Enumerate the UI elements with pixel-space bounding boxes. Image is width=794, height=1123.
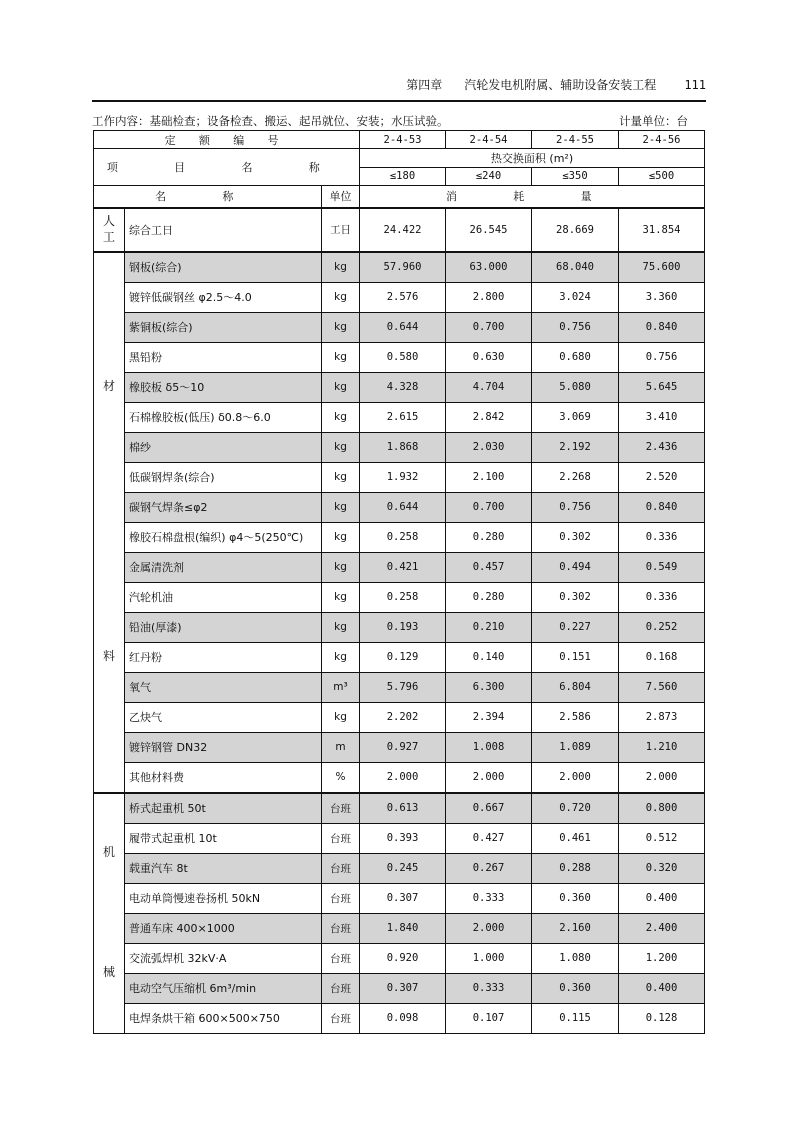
consumption-value: 3.069 [532,402,619,432]
chapter-title [406,76,706,93]
consumption-value: 0.549 [619,552,705,582]
consumption-value: 6.804 [532,672,619,702]
item-name: 履带式起重机 10t [125,823,322,853]
item-name: 乙炔气 [125,702,322,732]
consumption-value: 2.394 [446,702,532,732]
consumption-value: 31.854 [619,208,705,252]
consumption-value: 0.128 [619,1003,705,1033]
consumption-value: 0.258 [360,582,446,612]
size-cell: ≤500 [619,167,705,186]
table-row [94,913,705,943]
item-name: 桥式起重机 50t [125,793,322,824]
table-row [94,793,705,824]
work-content-line [92,113,706,129]
category-char: 械 [102,964,115,979]
table-row [94,552,705,582]
consumption-value: 0.927 [360,732,446,762]
table-row [94,973,705,1003]
size-cell: ≤180 [360,167,446,186]
consumption-value: 75.600 [619,252,705,283]
consumption-value: 57.960 [360,252,446,283]
consumption-value: 0.700 [446,492,532,522]
size-cell: ≤350 [532,167,619,186]
consumption-value: 0.227 [532,612,619,642]
consumption-value: 3.410 [619,402,705,432]
item-name: 汽轮机油 [125,582,322,612]
consumption-value: 0.920 [360,943,446,973]
table-row [94,642,705,672]
quota-code: 2-4-53 [360,131,446,149]
item-name: 黑铅粉 [125,342,322,372]
consumption-value: 1.210 [619,732,705,762]
consumption-value: 0.630 [446,342,532,372]
heat-exchange-area-label: 热交换面积 (m²) [360,149,705,168]
consumption-value: 0.333 [446,883,532,913]
category-char: 料 [102,648,115,663]
consumption-value: 0.302 [532,522,619,552]
consumption-value: 0.336 [619,522,705,552]
item-unit: kg [322,612,360,642]
consumption-value: 2.000 [446,762,532,793]
item-name: 镀锌钢管 DN32 [125,732,322,762]
consumption-value: 2.800 [446,282,532,312]
consumption-value: 4.328 [360,372,446,402]
consumption-value: 0.393 [360,823,446,853]
consumption-value: 0.333 [446,973,532,1003]
item-unit: m [322,732,360,762]
consumption-value: 0.580 [360,342,446,372]
consumption-value: 5.645 [619,372,705,402]
consumption-value: 0.700 [446,312,532,342]
table-row [94,1003,705,1033]
item-name: 电焊条烘干箱 600×500×750 [125,1003,322,1033]
labor-category [94,208,125,252]
work-content: 工作内容：基础检查；设备检查、搬运、起吊就位、安装；水压试验。 [92,114,449,128]
consumption-value: 0.307 [360,973,446,1003]
consumption-value: 1.200 [619,943,705,973]
consumption-value: 0.720 [532,793,619,824]
consumption-value: 1.008 [446,732,532,762]
item-name: 综合工日 [125,208,322,252]
consumption-value: 1.089 [532,732,619,762]
item-name: 普通车床 400×1000 [125,913,322,943]
table-row [94,853,705,883]
category-char: 材 [102,379,115,394]
consumption-value: 28.669 [532,208,619,252]
table-row [94,432,705,462]
item-name: 电动单筒慢速卷扬机 50kN [125,883,322,913]
consumption-value: 2.586 [532,702,619,732]
table-row [94,208,705,252]
item-unit: kg [322,702,360,732]
consumption-value: 2.400 [619,913,705,943]
consumption-value: 63.000 [446,252,532,283]
consumption-value: 4.704 [446,372,532,402]
consumption-value: 68.040 [532,252,619,283]
category-char: 工 [102,229,115,244]
consumption-value: 0.512 [619,823,705,853]
item-unit: 台班 [322,943,360,973]
consumption-value: 0.193 [360,612,446,642]
category-char: 人 [102,213,115,228]
consumption-value: 0.360 [532,973,619,1003]
table-row [94,252,705,283]
consumption-value: 2.520 [619,462,705,492]
consumption-value: 2.268 [532,462,619,492]
item-unit: kg [322,462,360,492]
consumption-value: 2.030 [446,432,532,462]
consumption-value: 0.644 [360,492,446,522]
item-unit: m³ [322,672,360,702]
consumption-value: 0.258 [360,522,446,552]
consumption-value: 0.427 [446,823,532,853]
consumption-value: 6.300 [446,672,532,702]
consumption-value: 7.560 [619,672,705,702]
item-unit: kg [322,582,360,612]
quota-code-label: 定 额 编 号 [94,131,360,149]
quota-code: 2-4-56 [619,131,705,149]
item-name: 石棉橡胶板(低压) δ0.8～6.0 [125,402,322,432]
table-row [94,312,705,342]
item-unit: 工日 [322,208,360,252]
consumption-value: 1.932 [360,462,446,492]
item-unit: 台班 [322,853,360,883]
quota-table [93,130,705,1034]
table-row [94,342,705,372]
item-unit: 台班 [322,793,360,824]
consumption-value: 0.840 [619,492,705,522]
consumption-value: 0.280 [446,522,532,552]
name-column-header: 名 称 [94,186,322,208]
consumption-value: 0.644 [360,312,446,342]
item-unit: 台班 [322,973,360,1003]
item-name: 钢板(综合) [125,252,322,283]
item-name: 紫铜板(综合) [125,312,322,342]
table-row [94,372,705,402]
item-unit: kg [322,312,360,342]
item-unit: 台班 [322,823,360,853]
consumption-value: 0.267 [446,853,532,883]
section-title: 汽轮发电机附属、辅助设备安装工程 [464,78,657,92]
consumption-value: 0.400 [619,973,705,1003]
item-unit: kg [322,402,360,432]
item-unit: kg [322,642,360,672]
consumption-value: 1.840 [360,913,446,943]
table-row [94,672,705,702]
consumption-value: 0.756 [532,492,619,522]
consumption-value: 2.000 [360,762,446,793]
consumption-value: 0.151 [532,642,619,672]
item-name: 橡胶石棉盘根(编织) φ4～5(250℃) [125,522,322,552]
consumption-value: 3.024 [532,282,619,312]
group-header-row [94,149,705,168]
item-name: 红丹粉 [125,642,322,672]
consumption-value: 1.868 [360,432,446,462]
item-unit: 台班 [322,1003,360,1033]
item-name-label: 项 目 名 称 [94,149,360,186]
quota-code: 2-4-55 [532,131,619,149]
consumption-value: 0.245 [360,853,446,883]
consumption-value: 0.840 [619,312,705,342]
consumption-value: 0.400 [619,883,705,913]
table-row [94,883,705,913]
table-row [94,732,705,762]
item-name: 碳钢气焊条≤φ2 [125,492,322,522]
machine-category [94,793,125,1034]
size-cell: ≤240 [446,167,532,186]
consumption-column-header: 消 耗 量 [360,186,705,208]
page-header [92,70,706,102]
consumption-value: 1.080 [532,943,619,973]
item-name: 低碳钢焊条(综合) [125,462,322,492]
consumption-value: 2.615 [360,402,446,432]
item-unit: kg [322,372,360,402]
table-row [94,522,705,552]
item-unit: 台班 [322,883,360,913]
item-unit: 台班 [322,913,360,943]
consumption-value: 0.667 [446,793,532,824]
consumption-value: 26.545 [446,208,532,252]
consumption-value: 0.756 [619,342,705,372]
consumption-value: 2.202 [360,702,446,732]
consumption-value: 2.436 [619,432,705,462]
consumption-value: 0.288 [532,853,619,883]
item-name: 金属清洗剂 [125,552,322,582]
table-row [94,462,705,492]
quota-code-row [94,131,705,149]
consumption-value: 0.140 [446,642,532,672]
consumption-value: 2.842 [446,402,532,432]
consumption-value: 0.756 [532,312,619,342]
consumption-value: 2.000 [619,762,705,793]
item-unit: kg [322,432,360,462]
item-unit: % [322,762,360,793]
consumption-value: 2.576 [360,282,446,312]
item-unit: kg [322,282,360,312]
item-name: 镀锌低碳钢丝 φ2.5～4.0 [125,282,322,312]
unit-column-header: 单位 [322,186,360,208]
material-category [94,252,125,793]
item-name: 铅油(厚漆) [125,612,322,642]
table-row [94,582,705,612]
consumption-value: 0.461 [532,823,619,853]
consumption-value: 24.422 [360,208,446,252]
column-header-row [94,186,705,208]
table-row [94,823,705,853]
consumption-value: 0.107 [446,1003,532,1033]
consumption-value: 1.000 [446,943,532,973]
item-name: 橡胶板 δ5～10 [125,372,322,402]
consumption-value: 0.320 [619,853,705,883]
consumption-value: 0.280 [446,582,532,612]
consumption-value: 2.192 [532,432,619,462]
chapter-number: 第四章 [406,78,443,92]
item-name: 电动空气压缩机 6m³/min [125,973,322,1003]
table-row [94,402,705,432]
item-name: 载重汽车 8t [125,853,322,883]
item-name: 交流弧焊机 32kV·A [125,943,322,973]
table-row [94,943,705,973]
consumption-value: 0.307 [360,883,446,913]
item-name: 其他材料费 [125,762,322,793]
consumption-value: 0.336 [619,582,705,612]
table-row [94,492,705,522]
consumption-value: 0.680 [532,342,619,372]
consumption-value: 0.613 [360,793,446,824]
consumption-value: 2.000 [532,762,619,793]
consumption-value: 0.457 [446,552,532,582]
item-name: 棉纱 [125,432,322,462]
measure-unit: 计量单位：台 [619,114,688,128]
table-row [94,612,705,642]
item-unit: kg [322,492,360,522]
consumption-value: 5.080 [532,372,619,402]
consumption-value: 0.098 [360,1003,446,1033]
item-unit: kg [322,552,360,582]
consumption-value: 0.129 [360,642,446,672]
category-char: 机 [102,845,115,860]
consumption-value: 0.800 [619,793,705,824]
item-name: 氧气 [125,672,322,702]
consumption-value: 5.796 [360,672,446,702]
consumption-value: 0.252 [619,612,705,642]
consumption-value: 2.100 [446,462,532,492]
page-number: 111 [684,78,706,92]
consumption-value: 3.360 [619,282,705,312]
item-unit: kg [322,342,360,372]
table-row [94,282,705,312]
item-unit: kg [322,252,360,283]
table-row [94,762,705,793]
quota-code: 2-4-54 [446,131,532,149]
consumption-value: 0.421 [360,552,446,582]
consumption-value: 0.494 [532,552,619,582]
consumption-value: 2.160 [532,913,619,943]
consumption-value: 0.115 [532,1003,619,1033]
consumption-value: 2.873 [619,702,705,732]
consumption-value: 0.360 [532,883,619,913]
consumption-value: 2.000 [446,913,532,943]
consumption-value: 0.302 [532,582,619,612]
consumption-value: 0.210 [446,612,532,642]
table-row [94,702,705,732]
item-unit: kg [322,522,360,552]
consumption-value: 0.168 [619,642,705,672]
